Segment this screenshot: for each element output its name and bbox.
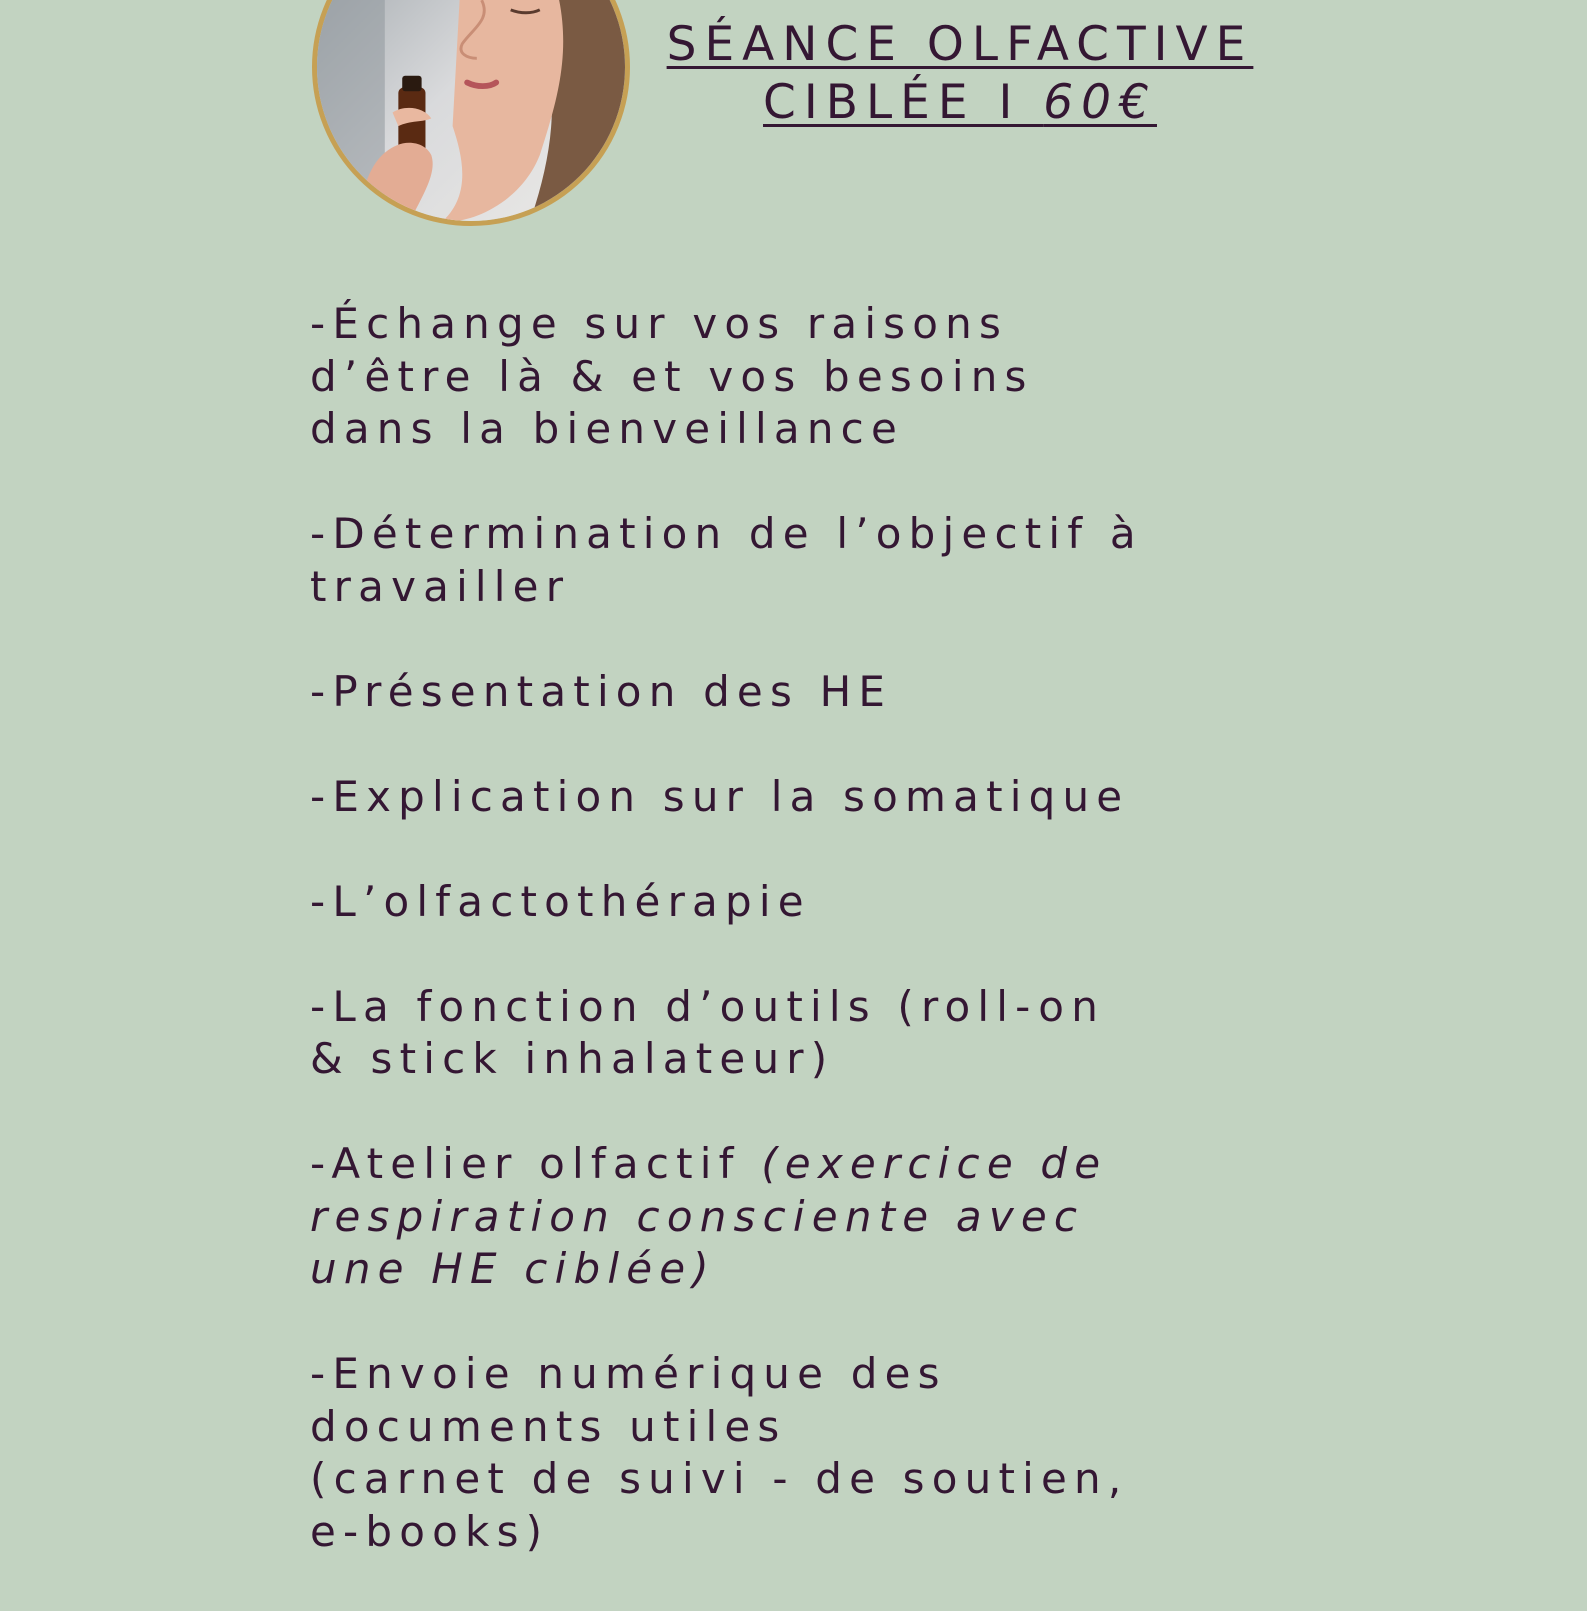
list-item-line: e-books) xyxy=(310,1506,550,1556)
session-content-list xyxy=(310,298,1310,1611)
session-title xyxy=(640,16,1280,132)
list-item-line: documents utiles xyxy=(310,1401,787,1451)
woman-smelling-oil-illustration xyxy=(317,0,625,221)
title-line-1: SÉANCE OLFACTIVE xyxy=(666,17,1254,72)
list-item-line: travailler xyxy=(310,561,571,611)
list-item-line: -Présentation des HE xyxy=(310,666,893,716)
list-item xyxy=(310,666,1310,719)
list-item-line xyxy=(310,1138,1310,1191)
title-prefix: CIBLÉE I xyxy=(763,75,1044,130)
list-item xyxy=(310,1348,1310,1558)
list-item-italic-text: une HE ciblée) xyxy=(310,1244,716,1293)
list-item-line: -Explication sur la somatique xyxy=(310,771,1130,821)
list-item xyxy=(310,298,1310,456)
list-item-italic-text: (exercice de xyxy=(761,1139,1108,1188)
list-item xyxy=(310,508,1310,613)
list-item-line: -Détermination de l’objectif à xyxy=(310,509,1143,558)
list-item-line xyxy=(310,1243,1310,1296)
list-item-italic-text: respiration consciente avec xyxy=(310,1191,1085,1241)
list-item-line xyxy=(310,1191,1310,1244)
list-item-line: -La fonction d’outils (roll-on xyxy=(310,981,1106,1031)
title-line-2 xyxy=(640,74,1280,132)
list-item-text: -Atelier olfactif xyxy=(310,1139,762,1188)
list-item xyxy=(310,1138,1310,1296)
list-item-line: & stick inhalateur) xyxy=(310,1034,835,1083)
list-item xyxy=(310,876,1310,929)
session-price: 60€ xyxy=(1043,75,1157,130)
list-item-line: -Envoie numérique des xyxy=(310,1349,947,1398)
list-item xyxy=(310,771,1310,824)
list-item-line: -Échange sur vos raisons xyxy=(310,299,1009,348)
list-item-line: d’être là & et vos besoins xyxy=(310,351,1034,401)
list-item xyxy=(310,981,1310,1086)
list-item-line: (carnet de suivi - de soutien, xyxy=(310,1454,1129,1503)
list-item-line: dans la bienveillance xyxy=(310,404,904,453)
portrait-photo xyxy=(312,0,630,226)
list-item-line: -L’olfactothérapie xyxy=(310,876,811,926)
